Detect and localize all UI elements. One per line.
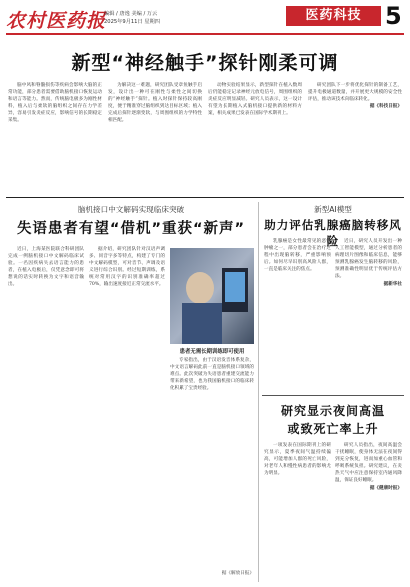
box2-kicker: 新型AI模型	[314, 205, 352, 214]
lead-paragraph: 为解决这一难题，研究团队受章鱼触手启发，设计出一种可在刚性与柔性之间切换的“神经触手”探针。植入时探针保持较高刚度，便于精准穿过脑组织到达目标区域；植入完成后探针逐渐变软，与周围组织的力学特性相匹配。	[108, 83, 202, 124]
box2-headline: 助力评估乳腺癌脑转移风险	[264, 218, 402, 248]
box1-column-2	[89, 246, 165, 576]
masthead-info	[104, 10, 160, 26]
box1-paragraph: 专家指出，由于汉语发音体系复杂，中文语言解码此前一直是脑机接口领域的难点。此次突破为失语患者重建交流能力带来新希望，也为我国脑机接口的临床转化积累了宝贵经验。	[170, 358, 254, 392]
box2-paragraph: 近日，研究人员开发出一种人工智能模型，通过分析患者的病理切片图像和临床信息，能够预测乳腺癌发生脑转移的风险，预测准确性明显优于传统评估方法。	[335, 239, 402, 280]
lead-column-1	[8, 82, 102, 194]
box2-column-1	[264, 238, 331, 390]
lead-headline: 新型“神经触手”探针刚柔可调	[71, 52, 339, 74]
box2-paragraph: 乳腺癌是女性最常见的恶性肿瘤之一，部分患者会在治疗过程中出现脑转移，严重影响预后。如何尽早识别高风险人群，一直是临床关注的焦点。	[264, 239, 331, 273]
photo-image	[170, 248, 254, 344]
column-divider	[258, 202, 259, 582]
box1-paragraph: 据介绍，研究团队针对汉语声调多、同音字多等特点，构建了专门的中文解码模型，可对音节、声调及语义进行综合识别。经过短期训练，系统对常用汉字的识别准确率超过70%，输出速度接近正常交流水平。	[89, 247, 165, 288]
lead-column-2	[108, 82, 202, 194]
section-label: 医药科技	[286, 6, 381, 26]
box1-headline: 失语患者有望“借机”重获“新声”	[16, 221, 246, 237]
editor-line: 编辑 / 唐逸 美编 / 万云	[104, 11, 158, 17]
lead-byline: 据《科技日报》	[369, 104, 402, 110]
box3-column-1	[264, 442, 331, 578]
box1-subhead: 患者无需长期训练即可使用	[179, 349, 245, 355]
box1-photo	[170, 248, 254, 344]
box1-column-1	[8, 246, 84, 576]
lead-paragraph: 研究团队下一步将优化探针的制备工艺，提升电极通道数量，并开展更大规模的安全性评估，推动该技术向临床转化。	[308, 83, 402, 103]
box3-paragraph: 一项发表在国际期刊上的研究显示，夏季夜间气温持续偏高，可能增加人群的死亡风险，对老年人和慢性病患者的影响尤为明显。	[264, 443, 331, 477]
box2-column-2	[335, 238, 402, 390]
box1-kicker: 脑机接口中文解码实现临床突破	[77, 205, 185, 214]
lead-paragraph: 动物实验结果显示，新型探针在植入数周后仍能稳定记录神经元放电信号，周围组织的炎症反应明显减轻。研究人员表示，这一设计有望为长期植入式脑机接口提供新的材料方案，相关成果已发表在国际学术期刊上。	[208, 83, 302, 117]
lead-column-3	[208, 82, 302, 194]
box2-bottom-rule	[262, 395, 404, 396]
box1-paragraph: 近日，上海某医院联合科研团队完成一例脑机接口中文解码临床试验。一名因疾病失去语言能力的患者，在植入电极后，仅凭意念即可将想说的话实时转换为文字和语音输出。	[8, 247, 84, 288]
box3-byline: 据《健康时报》	[369, 485, 402, 491]
lead-column-4	[308, 82, 402, 194]
lead-paragraph: 脑中风和脊髓损伤等疾病会影响大脑的正常功能，部分患者需要借助脑机接口恢复运动和语言等能力。然而，传统脑电极多为刚性材料，植入后与柔软的脑组织之间存在力学差异，容易引发炎症反应，影响信号的长期稳定采集。	[8, 83, 102, 124]
box3-headline-line1: 研究显示夜间高温	[280, 404, 385, 418]
masthead-rule	[6, 33, 404, 35]
box1-byline: 据《解放日报》	[221, 571, 254, 576]
box3-column-2	[335, 442, 402, 578]
masthead	[0, 0, 410, 44]
box2-byline: 据新华社	[383, 281, 402, 287]
issue-date: 2025年9月11日 星期四	[104, 19, 160, 25]
box3-headline-line2: 或致死亡率上升	[287, 422, 379, 436]
section-divider	[6, 197, 404, 198]
box3-paragraph: 研究人员指出，夜间高温会干扰睡眠，使身体无法在夜间得到充分恢复，进而加重心血管和呼吸系统负担。研究建议，在炎热天气中应注意保持室内通风降温，保证良好睡眠。	[335, 443, 402, 484]
newspaper-logo: 农村医药报	[6, 10, 107, 32]
box1-column-3	[170, 357, 254, 567]
page-number: 5	[385, 2, 402, 30]
